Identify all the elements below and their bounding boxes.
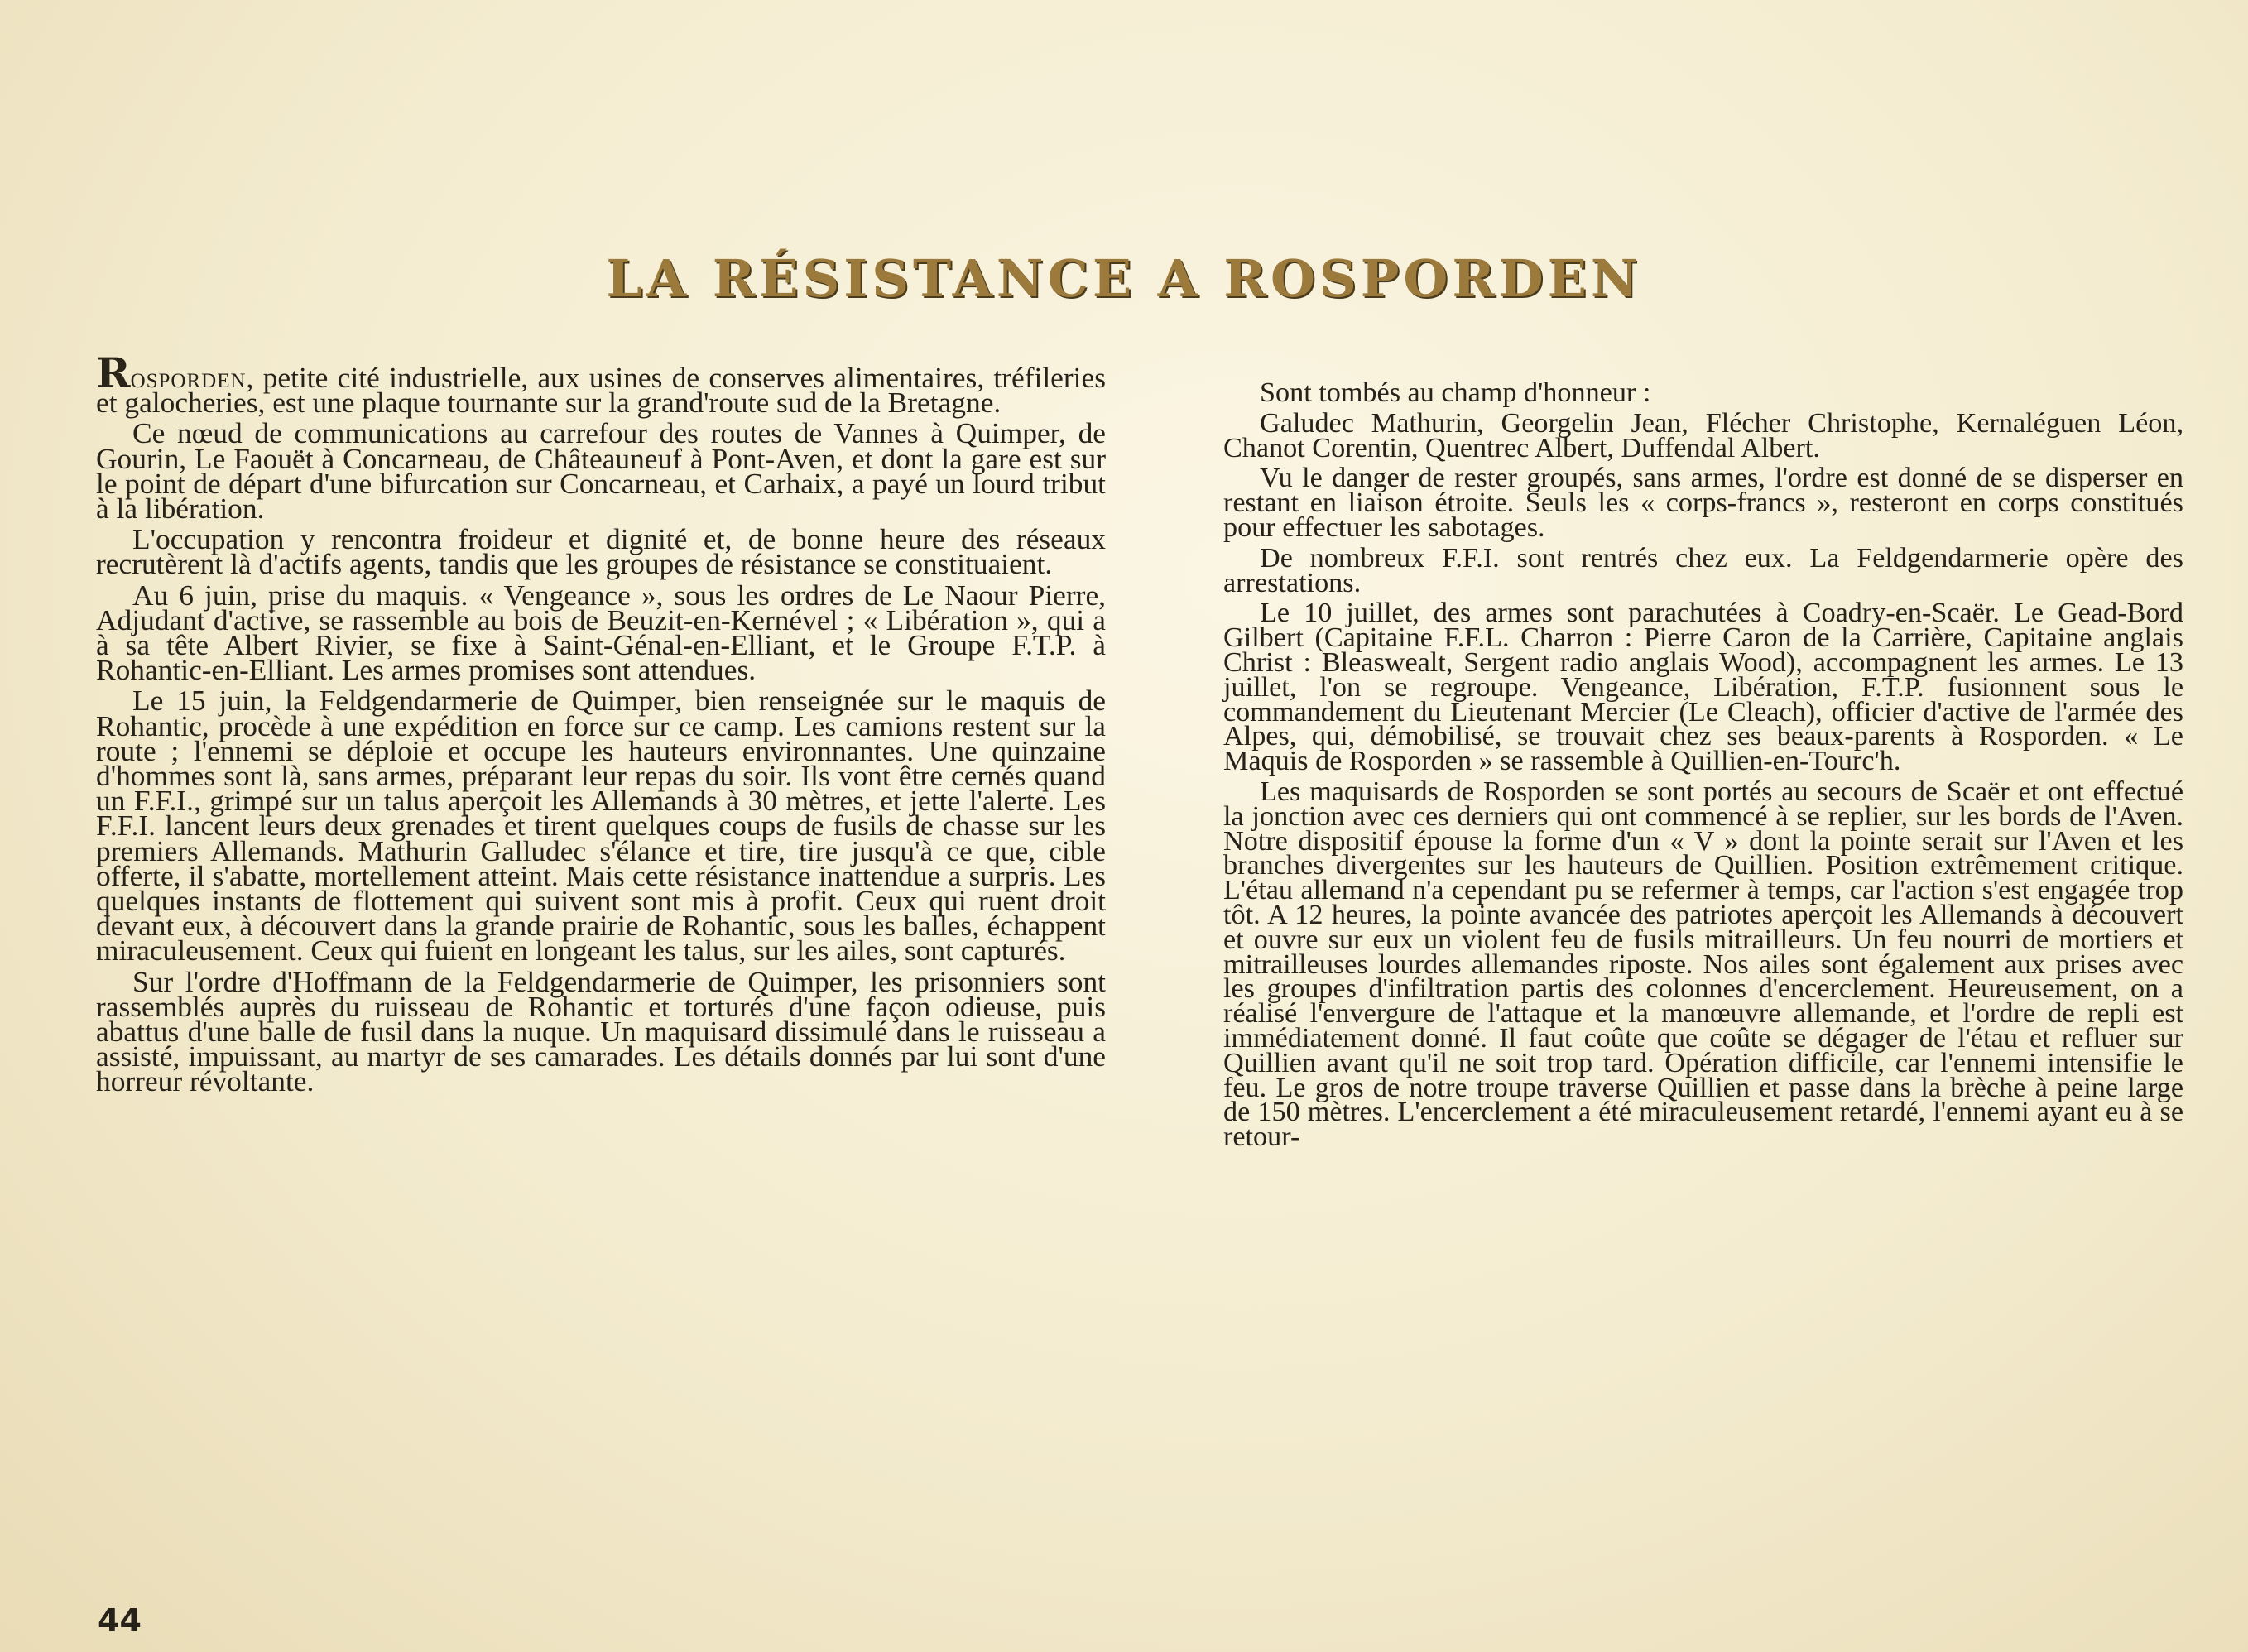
paragraph: Vu le danger de rester groupés, sans armes, l'ordre est donné de se disperser en restant en liaison étroite. Seuls les « corps-francs », resteront en corps constitués pour effectuer les sabotages. <box>1223 463 2183 543</box>
paragraph: De nombreux F.F.I. sont rentrés chez eux. La Feldgendarmerie opère des arrestations. <box>1223 542 2183 598</box>
right-column <box>1223 377 2183 1155</box>
drop-cap: R <box>96 348 131 397</box>
paragraph: Ce nœud de communications au carrefour des routes de Vannes à Quimper, de Gourin, Le Faouët à Concarneau, de Châteauneuf à Pont-Aven, et dont la gare est sur le point de départ d'une bifurcation sur Concarneau, et Carhaix, a payé un lourd tribut à la libération. <box>96 416 1106 526</box>
small-caps-word: osporden <box>130 361 247 394</box>
paragraph: Sur l'ordre d'Hoffmann de la Feldgendarmerie de Quimper, les prisonniers sont rassemblés auprès du ruisseau de Rohantic et torturés d'une façon odieuse, puis abattus d'une balle de fusil dans la nuque. Un maquisard dissimulé dans le ruisseau a assisté, impuissant, au martyr de ses camarades. Les détails donnés par lui sont d'une horreur révoltante. <box>96 964 1106 1098</box>
paragraph: Sont tombés au champ d'honneur : <box>1260 377 1651 408</box>
left-column <box>96 348 1106 1100</box>
page-number: 44 <box>98 1602 142 1639</box>
paragraph: Le 15 juin, la Feldgendarmerie de Quimper, bien renseignée sur le maquis de Rohantic, procède à une expédition en force sur ce camp. Les camions restent sur la route ; l'ennemi se déploie et occupe les hauteurs environnantes. Une quinzaine d'hommes sont là, sans armes, préparant leur repas du soir. Ils vont être cernés quand un F.F.I., grimpé sur un talus aperçoit les Allemands à 30 mètres, et jette l'alerte. Les F.F.I. lancent leurs deux grenades et tirent quelques coups de fusils de chasse sur les premiers Allemands. Mathurin Galludec s'élance et tire, tire jusqu'à ce que, cible offerte, il s'abatte, mortellement atteint. Mais cette résistance inattendue a surpris. Les quelques instants de flottement qui suivent sont mis à profit. Ceux qui ruent droit devant eux, à découvert dans la grande prairie de Rohantic, sous les balles, échappent miraculeusement. Ceux qui fuient en longeant les talus, sur les ailes, sont capturés. <box>96 684 1106 968</box>
paragraph: Le 10 juillet, des armes sont parachutées à Coadry-en-Scaër. Le Gead-Bord Gilbert (Capitaine F.F.L. Charron : Pierre Caron de la Carrière, Capitaine anglais Christ : Bleaswealt, Sergent radio anglais Wood), accompagnent les armes. Le 13 juillet, l'on se regroupe. Vengeance, Libération, F.T.P. fusionnent sous le commandement du Lieutenant Mercier (Le Cleach), officier d'active de l'armée des Alpes, qui, démobilisé, se trouvait chez ses beaux-parents à Rosporden. « Le Maquis de Rosporden » se rassemble à Quillien-en-Tourc'h. <box>1223 598 2183 777</box>
paragraph: L'occupation y rencontra froideur et dignité et, de bonne heure des réseaux recrutèrent là d'actifs agents, tandis que les groupes de résistance se constituaient. <box>96 522 1106 581</box>
paragraph <box>96 348 1106 420</box>
paragraph-text: , petite cité industrielle, aux usines de conserves alimentaires, tréfileries et galocheries, est une plaque tournante sur la grand'route sud de la Bretagne. <box>96 361 1106 420</box>
casualty-list: Galudec Mathurin, Georgelin Jean, Flécher Christophe, Kernaléguen Léon, Chanot Corentin, Quentrec Albert, Duffendal Albert. <box>1223 407 2183 463</box>
paragraph: Au 6 juin, prise du maquis. « Vengeance », sous les ordres de Le Naour Pierre, Adjudant d'active, se rassemble au bois de Beuzit-en-Kernével ; « Libération », qui a à sa tête Albert Rivier, se fixe à Saint-Génal-en-Elliant, et le Groupe F.T.P. à Rohantic-en-Elliant. Les armes promises sont attendues. <box>96 578 1106 687</box>
page-title: LA RÉSISTANCE A ROSPORDEN <box>606 247 1642 309</box>
paragraph: Les maquisards de Rosporden se sont portés au secours de Scaër et ont effectué la jonction avec ces derniers qui ont commencé à se replier, sur les bords de l'Aven. Notre dispositif épouse la forme d'un « V » dont la pointe serait sur l'Aven et les branches divergentes sur les hauteurs de Quillien. Position extrêmement critique. L'étau allemand n'a cependant pu se refermer à temps, car l'action s'est engagée trop tôt. A 12 heures, la pointe avancée des patriotes aperçoit les Allemands à découvert et ouvre sur eux un violent feu de fusils mitrailleurs. Un feu nourri de mortiers et mitrailleuses lourdes allemandes riposte. Nos ailes sont également aux prises avec les groupes d'infiltration partis des colonnes d'encerclement. Heureusement, on a réalisé l'envergure de l'attaque et la manœuvre allemande, et l'ordre de repli est immédiatement donné. Il faut coûte que coûte se dégager de l'étau et refluer sur Quillien avant qu'il ne soit trop tard. Opération difficile, car l'ennemi intensifie le feu. Le gros de notre troupe traverse Quillien et passe dans la brèche à peine large de 150 mètres. L'encerclement a été miraculeusement retardé, l'ennemi ayant eu à se retour- <box>1223 776 2183 1153</box>
